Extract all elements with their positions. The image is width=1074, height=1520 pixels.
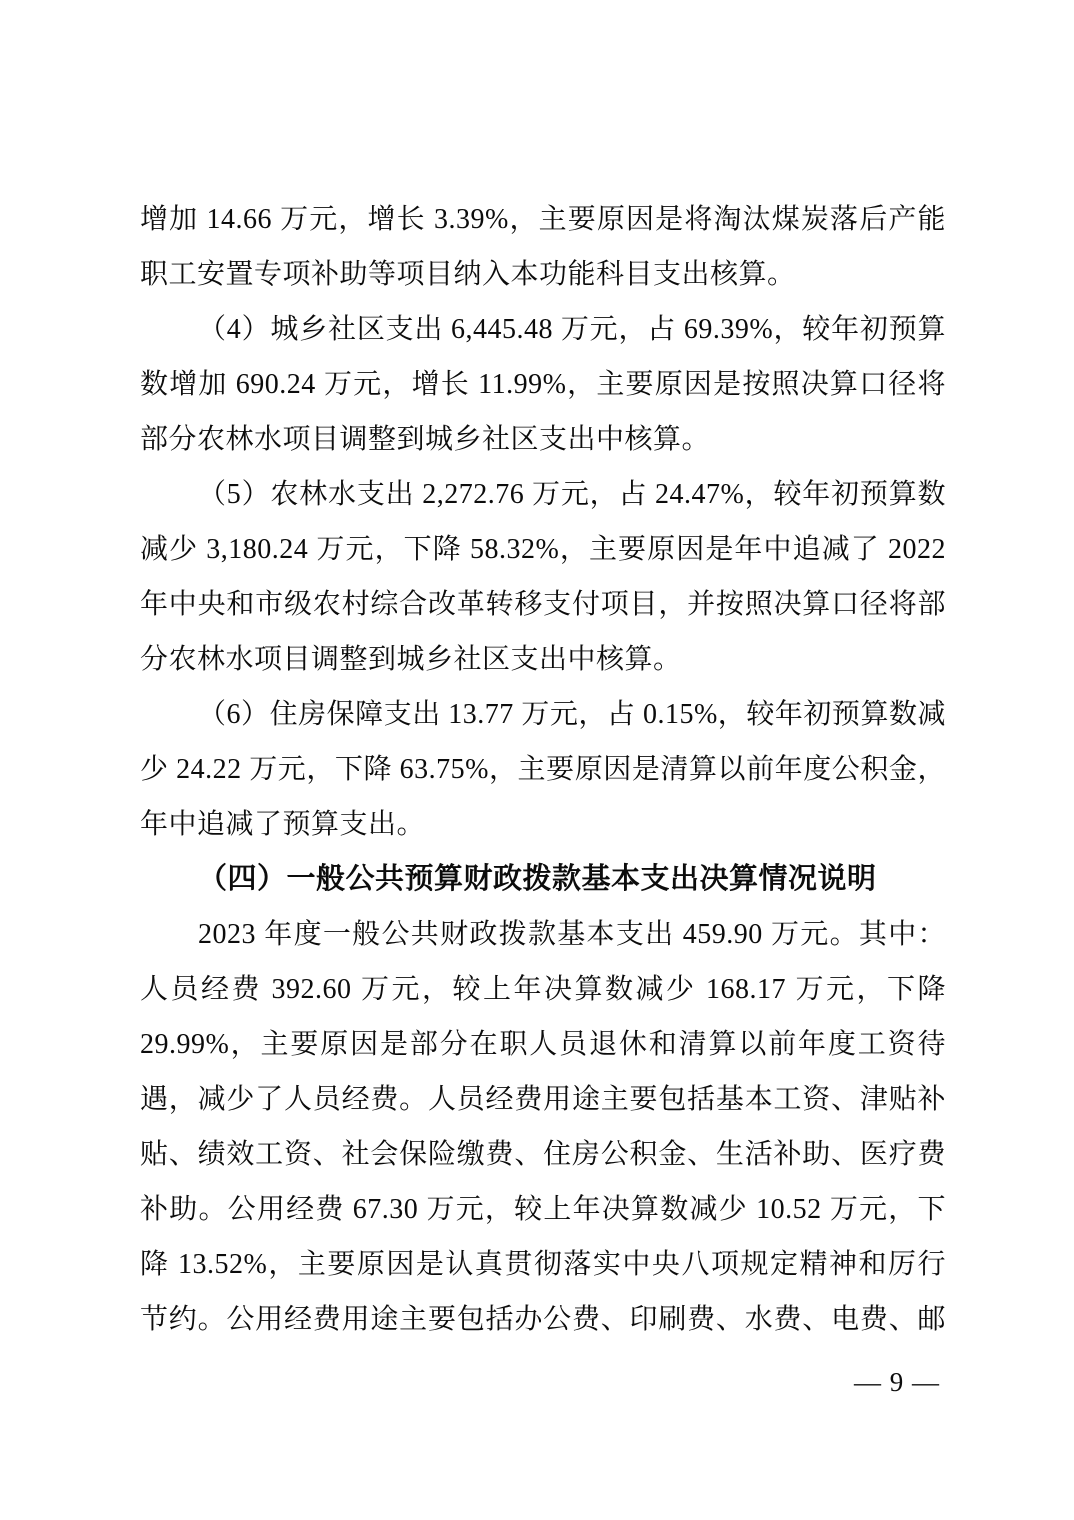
text-line: 补助。公用经费 67.30 万元，较上年决算数减少 10.52 万元，下 (140, 1194, 946, 1225)
text-line: （6）住房保障支出 13.77 万元，占 0.15%，较年初预算数减 (198, 699, 946, 730)
page-footer (854, 1366, 940, 1398)
text-line: 遇，减少了人员经费。人员经费用途主要包括基本工资、津贴补 (140, 1084, 946, 1115)
text-line: 数增加 690.24 万元，增长 11.99%，主要原因是按照决算口径将 (140, 369, 946, 400)
text-line: 年中追减了预算支出。 (140, 809, 426, 840)
page-number: — 9 — (854, 1367, 940, 1397)
text-line: 贴、绩效工资、社会保险缴费、住房公积金、生活补助、医疗费 (140, 1139, 946, 1170)
section-heading: （四）一般公共预算财政拨款基本支出决算情况说明 (198, 863, 877, 895)
text-line: 节约。公用经费用途主要包括办公费、印刷费、水费、电费、邮 (140, 1304, 946, 1335)
text-line: 人员经费 392.60 万元，较上年决算数减少 168.17 万元，下降 (140, 974, 946, 1005)
text-line: 年中央和市级农村综合改革转移支付项目，并按照决算口径将部 (140, 589, 946, 620)
text-line: 减少 3,180.24 万元，下降 58.32%，主要原因是年中追减了 2022 (140, 534, 946, 565)
text-line: 分农林水项目调整到城乡社区支出中核算。 (140, 644, 682, 675)
text-line: （5）农林水支出 2,272.76 万元，占 24.47%，较年初预算数 (198, 479, 946, 510)
text-line: 2023 年度一般公共财政拨款基本支出 459.90 万元。其中： (198, 919, 946, 950)
text-line: 降 13.52%，主要原因是认真贯彻落实中央八项规定精神和厉行 (140, 1249, 946, 1280)
document-body (140, 192, 946, 1347)
text-line: 部分农林水项目调整到城乡社区支出中核算。 (140, 424, 711, 455)
text-line: 少 24.22 万元，下降 63.75%，主要原因是清算以前年度公积金， (140, 754, 946, 785)
text-line: 增加 14.66 万元，增长 3.39%，主要原因是将淘汰煤炭落后产能 (140, 204, 946, 235)
text-line: 职工安置专项补助等项目纳入本功能科目支出核算。 (140, 259, 796, 290)
text-line: 29.99%，主要原因是部分在职人员退休和清算以前年度工资待 (140, 1029, 946, 1060)
text-line: （4）城乡社区支出 6,445.48 万元，占 69.39%，较年初预算 (198, 314, 946, 345)
